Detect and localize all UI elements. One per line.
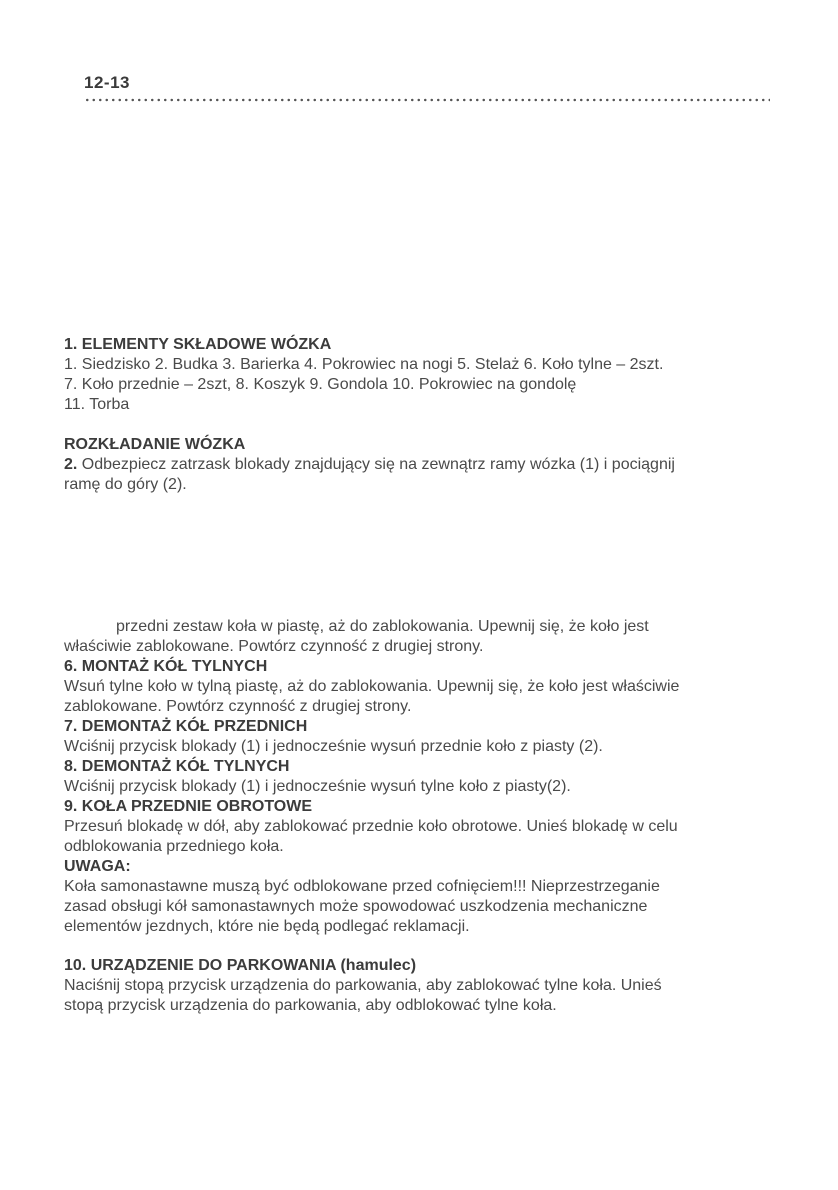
- step-number: 2.: [64, 456, 78, 473]
- parking-line-1: Naciśnij stopą przycisk urządzenia do parkowania, aby zablokować tylne koła. Unieś: [64, 977, 662, 994]
- components-line-2: 7. Koło przednie – 2szt, 8. Koszyk 9. Gondola 10. Pokrowiec na gondolę: [64, 376, 577, 393]
- section-heading: 10. URZĄDZENIE DO PARKOWANIA (hamulec): [64, 957, 417, 974]
- continued-line-1: przedni zestaw koła w piastę, aż do zablokowania. Upewnij się, że koło jest: [116, 618, 649, 635]
- warning-heading: UWAGA:: [64, 858, 131, 875]
- rear-wheels-line-2: zablokowane. Powtórz czynność z drugiej strony.: [64, 698, 412, 715]
- swivel-wheels-line-2: odblokowania przedniego koła.: [64, 838, 284, 855]
- dotted-divider: [84, 98, 770, 102]
- unfolding-line-1: [64, 455, 774, 475]
- section-components: [64, 335, 774, 415]
- components-line-1: 1. Siedzisko 2. Budka 3. Barierka 4. Pokrowiec na nogi 5. Stelaż 6. Koło tylne – 2szt.: [64, 356, 664, 373]
- section-heading: ROZKŁADANIE WÓZKA: [64, 436, 246, 453]
- rear-wheels-line-1: Wsuń tylne koło w tylną piastę, aż do zablokowania. Upewnij się, że koło jest właściwie: [64, 678, 680, 695]
- section-heading: 7. DEMONTAŻ KÓŁ PRZEDNICH: [64, 718, 308, 735]
- continued-line-2: właściwie zablokowane. Powtórz czynność z drugiej strony.: [64, 638, 484, 655]
- page-number: 12-13: [84, 73, 130, 92]
- unfolding-line-2: ramę do góry (2).: [64, 476, 187, 493]
- section-unfolding: [64, 435, 774, 495]
- section-heading: 8. DEMONTAŻ KÓŁ TYLNYCH: [64, 758, 290, 775]
- components-line-3: 11. Torba: [64, 396, 130, 413]
- warning-line-3: elementów jezdnych, które nie będą podlegać reklamacji.: [64, 918, 470, 935]
- parking-line-2: stopą przycisk urządzenia do parkowania, aby odblokować tylne koła.: [64, 997, 557, 1014]
- warning-line-2: zasad obsługi kół samonastawnych może spowodować uszkodzenia mechaniczne: [64, 898, 648, 915]
- unfolding-text: Odbezpiecz zatrzask blokady znajdujący się na zewnątrz ramy wózka (1) i pociągnij: [77, 456, 675, 473]
- section-heading: 9. KOŁA PRZEDNIE OBROTOWE: [64, 798, 313, 815]
- section-heading: 1. ELEMENTY SKŁADOWE WÓZKA: [64, 336, 332, 353]
- warning-line-1: Koła samonastawne muszą być odblokowane przed cofnięciem!!! Nieprzestrzeganie: [64, 878, 660, 895]
- section-heading: 6. MONTAŻ KÓŁ TYLNYCH: [64, 658, 268, 675]
- swivel-wheels-line-1: Przesuń blokadę w dół, aby zablokować przednie koło obrotowe. Unieś blokadę w celu: [64, 818, 678, 835]
- front-wheels-removal-line: Wciśnij przycisk blokady (1) i jednocześnie wysuń przednie koło z piasty (2).: [64, 738, 603, 755]
- section-wheels: [64, 617, 774, 1016]
- rear-wheels-removal-line: Wciśnij przycisk blokady (1) i jednocześnie wysuń tylne koło z piasty(2).: [64, 778, 571, 795]
